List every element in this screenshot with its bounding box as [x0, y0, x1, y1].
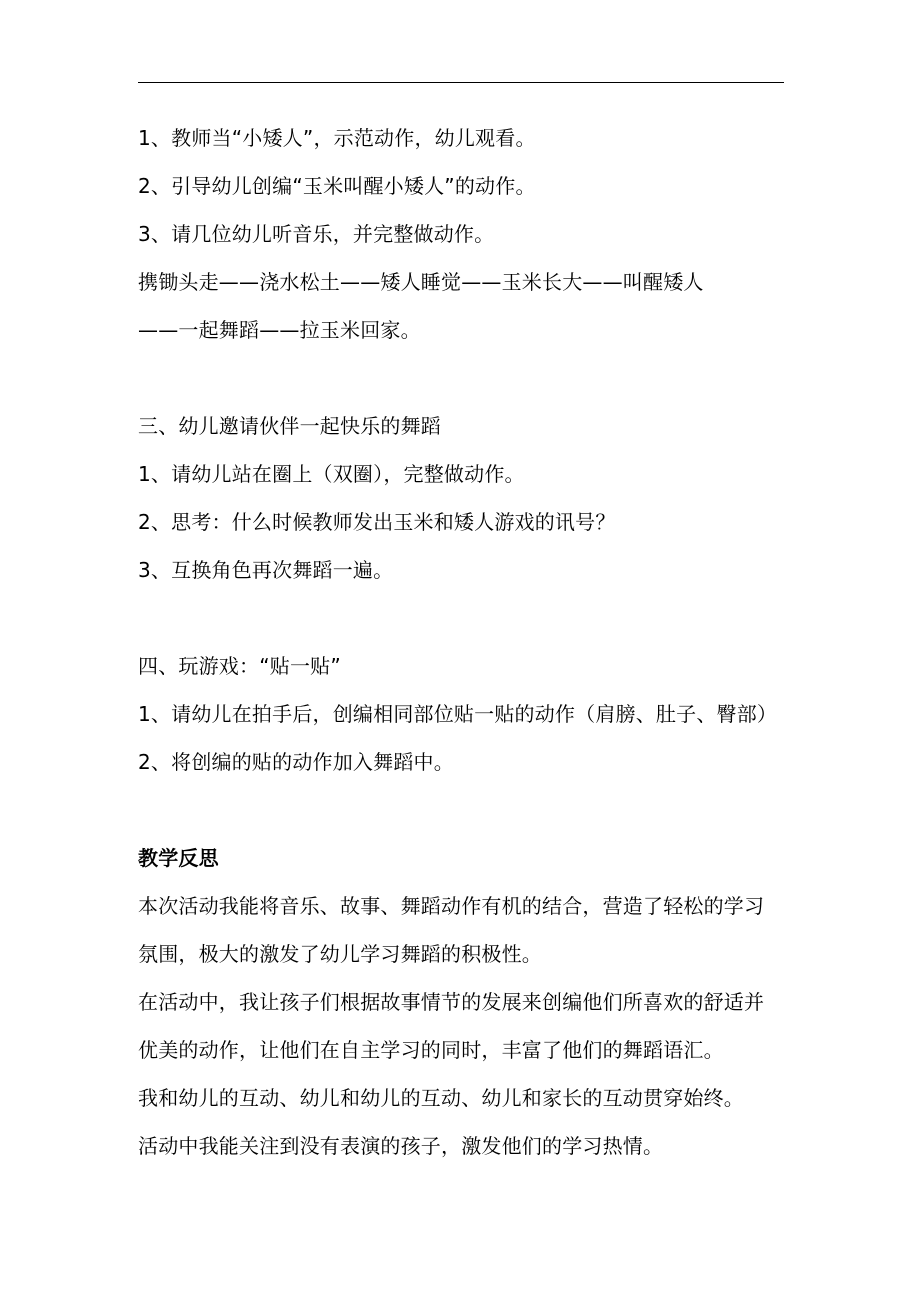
list-item: 3、互换角色再次舞蹈一遍。	[138, 558, 394, 582]
list-item: 2、将创编的贴的动作加入舞蹈中。	[138, 750, 454, 774]
section-heading: 四、玩游戏：“贴一贴”	[138, 654, 341, 678]
reflection-line: 优美的动作，让他们在自主学习的同时，丰富了他们的舞蹈语汇。	[138, 1038, 724, 1062]
step-line: 1、教师当“小矮人”，示范动作，幼儿观看。	[138, 126, 536, 150]
reflection-heading: 教学反思	[138, 846, 219, 870]
header-rule	[138, 82, 784, 83]
reflection-line: 本次活动我能将音乐、故事、舞蹈动作有机的结合，营造了轻松的学习	[138, 894, 765, 918]
reflection-line: 活动中我能关注到没有表演的孩子，激发他们的学习热情。	[138, 1134, 664, 1158]
sequence-line: 携锄头走——浇水松土——矮人睡觉——玉米长大——叫醒矮人	[138, 270, 704, 294]
step-line: 3、请几位幼儿听音乐，并完整做动作。	[138, 222, 495, 246]
reflection-line: 氛围，极大的激发了幼儿学习舞蹈的积极性。	[138, 942, 542, 966]
list-item: 2、思考：什么时候教师发出玉米和矮人游戏的讯号？	[138, 510, 616, 534]
list-item: 1、请幼儿在拍手后，创编相同部位贴一贴的动作（肩膀、肚子、臀部）	[138, 702, 778, 726]
reflection-line: 在活动中，我让孩子们根据故事情节的发展来创编他们所喜欢的舒适并	[138, 990, 765, 1014]
step-line: 2、引导幼儿创编“玉米叫醒小矮人”的动作。	[138, 174, 536, 198]
paragraph-gap	[138, 786, 808, 834]
sequence-line: ——一起舞蹈——拉玉米回家。	[138, 318, 421, 342]
list-item: 1、请幼儿站在圈上（双圈），完整做动作。	[138, 462, 525, 486]
section-heading: 三、幼儿邀请伙伴一起快乐的舞蹈	[138, 414, 441, 438]
paragraph-gap	[138, 594, 808, 642]
document-body	[138, 114, 808, 1170]
paragraph-gap	[138, 354, 808, 402]
reflection-line: 我和幼儿的互动、幼儿和幼儿的互动、幼儿和家长的互动贯穿始终。	[138, 1086, 744, 1110]
